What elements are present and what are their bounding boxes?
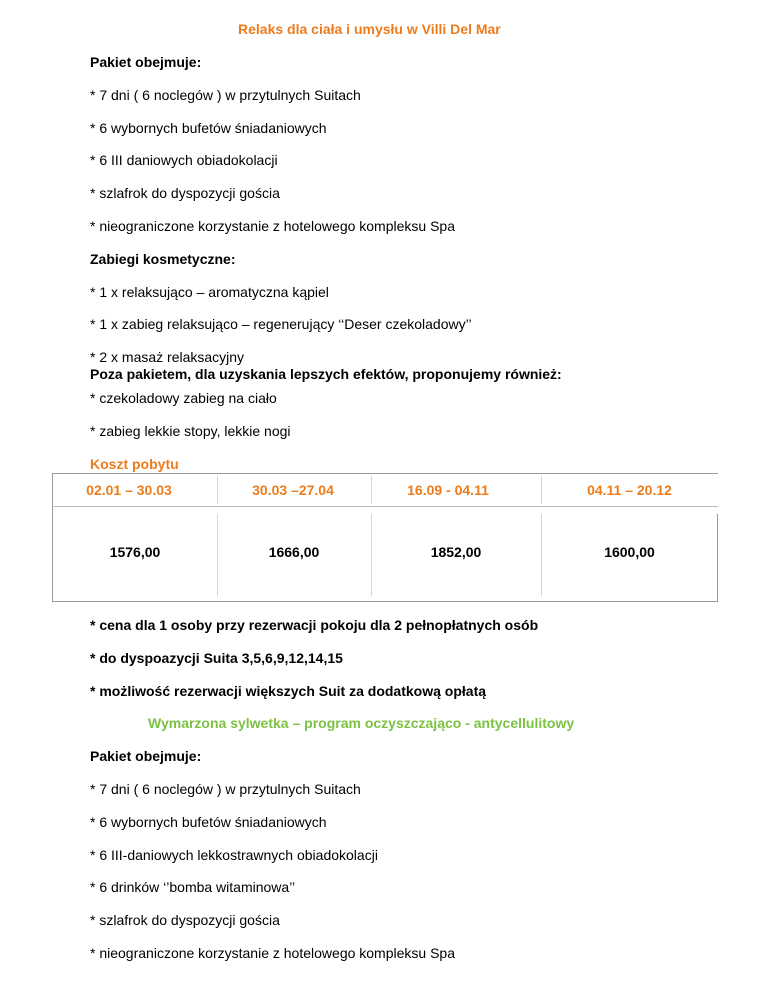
package-item: * 6 wybornych bufetów śniadaniowych: [90, 814, 327, 830]
period-cell: 30.03 –27.04: [252, 482, 334, 498]
package-item: * szlafrok do dyspozycji gościa: [90, 912, 280, 928]
period-cell: 04.11 – 20.12: [587, 482, 672, 498]
package-item: * nieograniczone korzystanie z hotelowego kompleksu Spa: [90, 218, 455, 234]
extra-item: * czekoladowy zabieg na ciało: [90, 390, 277, 406]
price-cell: 1600,00: [604, 544, 655, 560]
price-cell: 1852,00: [430, 544, 482, 560]
treatment-item: * 2 x masaż relaksacyjny: [90, 349, 245, 365]
extra-heading: Poza pakietem, dla uzyskania lepszych efektów, proponujemy również:: [90, 366, 562, 382]
cost-label: Koszt pobytu: [90, 456, 179, 472]
price-cell: 1576,00: [109, 544, 161, 560]
treatment-item: * 1 x relaksująco – aromatyczna kąpiel: [90, 284, 329, 300]
treatment-item: * 1 x zabieg relaksująco – regenerujący ‘‘Deser czekoladowy’’: [90, 316, 472, 332]
package-item: * 7 dni ( 6 noclegów ) w przytulnych Suitach: [90, 781, 361, 797]
package-item: * szlafrok do dyspozycji gościa: [90, 185, 280, 201]
package-heading: Pakiet obejmuje:: [90, 54, 202, 70]
period-row: [53, 474, 718, 507]
package-item: * 6 wybornych bufetów śniadaniowych: [90, 120, 327, 136]
section1-title: Relaks dla ciała i umysłu w Villi Del Mar: [238, 21, 501, 37]
package-item: * 7 dni ( 6 noclegów ) w przytulnych Suitach: [90, 87, 361, 103]
treatments-heading: Zabiegi kosmetyczne:: [90, 251, 236, 267]
section2-title: Wymarzona sylwetka – program oczyszczająco - antycellulitowy: [148, 715, 575, 731]
package-item: * 6 drinków ‘’bomba witaminowa’’: [90, 879, 296, 895]
note: * cena dla 1 osoby przy rezerwacji pokoju dla 2 pełnopłatnych osób: [90, 617, 539, 633]
extra-item: * zabieg lekkie stopy, lekkie nogi: [90, 423, 291, 439]
package-item: * nieograniczone korzystanie z hotelowego kompleksu Spa: [90, 945, 455, 961]
note: * możliwość rezerwacji większych Suit za dodatkową opłatą: [90, 683, 487, 699]
note: * do dyspoazycji Suita 3,5,6,9,12,14,15: [90, 650, 343, 666]
price-table: [52, 473, 718, 602]
package-item: * 6 III-daniowych lekkostrawnych obiadokolacji: [90, 847, 378, 863]
period-cell: 02.01 – 30.03: [86, 482, 172, 498]
period-cell: 16.09 - 04.11: [407, 482, 489, 498]
package-heading: Pakiet obejmuje:: [90, 748, 202, 764]
package-item: * 6 III daniowych obiadokolacji: [90, 152, 278, 168]
price-cell: 1666,00: [268, 544, 320, 560]
